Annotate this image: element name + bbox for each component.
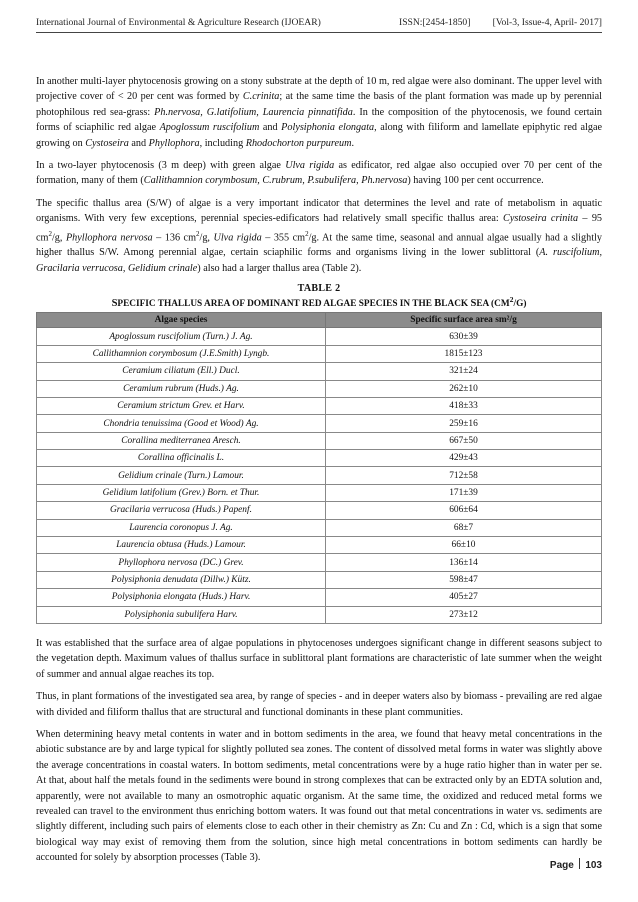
header-area: Specific surface area sm²/g <box>326 313 602 328</box>
paragraph-3: The specific thallus area (S/W) of algae is a very important indicator that determines the level and rate of metabolism in aquatic organisms. With very few exceptions, perennial species-edificators had relatively small specific thallus area: Cystoseira crinita – 95 $cm^2/g$, Phyllophora nervosa – 136 $cm^2/g$, Ulva rigida – 355 $cm^2/g$. At the same time, seasonal and annual algae usually had a slightly higher thallus S/W. Among perennial algae, certain sciaphilic forms and organisms living in the lower sublittoral (A. ruscifolium, Gracilaria verrucosa, Gelidium crinale) also had a larger thallus area (Table 2). <box>36 197 602 274</box>
area-cell: 171±39 <box>326 484 602 501</box>
species-cell: Polysiphonia denudata (Dillw.) Kütz. <box>37 571 326 588</box>
area-cell: 1815±123 <box>326 345 602 362</box>
species-cell: Laurencia coronopus J. Ag. <box>37 519 326 536</box>
species-cell: Polysiphonia subulifera Harv. <box>37 606 326 623</box>
footer-divider <box>579 858 581 869</box>
table-row <box>37 380 602 397</box>
species-cell: Corallina officinalis L. <box>37 450 326 467</box>
table-row <box>37 589 602 606</box>
species-cell: Polysiphonia elongata (Huds.) Harv. <box>37 589 326 606</box>
running-header <box>36 14 602 33</box>
table-row <box>37 571 602 588</box>
paragraph-6: When determining heavy metal contents in water and in bottom sediments in the area, we found that heavy metal concentrations in the abiotic substance are by and large typical for slightly polluted sea zones. The content of dissolved metal forms in water was slightly above the average concentrations in coastal waters. In bottom sediments, metal concentrations were by a huge ratio higher than in water per se. At that, about half the metals found in the sediments were bound in strong complexes that can be extracted only by an EDTA solution and, apparently, were not available to many an osmotrophic aquatic organism. At the same time, the oxidized and reduced metal forms we revealed can travel to the environment thus enriching bottom waters. It was found out that metal concentrations in water vs. sediments are slightly different, including such pairs of elements close to each other in their chemistry as Zn: Cu and Zn : Cd, which is a sign that some biological way may exist of removing them from the solution, since high metal concentrations in bottom sediments can hardly be accounted for solely by absorption processes (Table 3). <box>36 729 602 864</box>
species-cell: Phyllophora nervosa (DC.) Grev. <box>37 554 326 571</box>
species-cell: Gelidium crinale (Turn.) Lamour. <box>37 467 326 484</box>
area-cell: 630±39 <box>326 328 602 345</box>
area-cell: 262±10 <box>326 380 602 397</box>
table-body <box>37 328 602 624</box>
table-row <box>37 450 602 467</box>
area-cell: 259±16 <box>326 415 602 432</box>
area-cell: 418±33 <box>326 397 602 414</box>
table-row <box>37 345 602 362</box>
area-cell: 405±27 <box>326 589 602 606</box>
species-cell: Gelidium latifolium (Grev.) Born. et Thur. <box>37 484 326 501</box>
paragraph-4: It was established that the surface area of algae populations in phytocenoses undergoes significant change in different seasons subject to the vegetation depth. Maximum values of thallus surface in sublittoral plant formations are characteristic of late summer when the weight of summer and annual algae reaches its top. <box>36 638 602 680</box>
table-row <box>37 502 602 519</box>
area-cell: 667±50 <box>326 432 602 449</box>
page-body <box>36 74 602 873</box>
species-cell: Corallina mediterranea Aresch. <box>37 432 326 449</box>
page-label: Page <box>549 860 574 871</box>
paragraph-5: Thus, in plant formations of the investigated sea area, by range of species - and in deeper waters also by biomass - prevailing are red algae with divided and filiform thallus that are structural and functional dominants in these plant communities. <box>36 691 602 718</box>
table-row <box>37 467 602 484</box>
area-cell: 606±64 <box>326 502 602 519</box>
page-footer <box>550 858 602 871</box>
area-cell: 598±47 <box>326 571 602 588</box>
area-cell: 429±43 <box>326 450 602 467</box>
species-cell: Gracilaria verrucosa (Huds.) Papenf. <box>37 502 326 519</box>
table-row <box>37 554 602 571</box>
issn: ISSN:[2454-1850] <box>399 17 471 28</box>
area-cell: 136±14 <box>326 554 602 571</box>
species-cell: Callithamnion corymbosum (J.E.Smith) Lyngb. <box>37 345 326 362</box>
area-cell: 712±58 <box>326 467 602 484</box>
species-cell: Laurencia obtusa (Huds.) Lamour. <box>37 537 326 554</box>
table-row <box>37 397 602 414</box>
table-row <box>37 363 602 380</box>
table-row <box>37 484 602 501</box>
header-species: Algae species <box>37 313 326 328</box>
table-header-row <box>37 313 602 328</box>
table-row <box>37 606 602 623</box>
table-title: SPECIFIC THALLUS AREA OF DOMINANT RED ALGAE SPECIES IN THE BLACK SEA $(CM^2/G)$ <box>111 295 527 310</box>
area-cell: 66±10 <box>326 537 602 554</box>
journal-name: International Journal of Environmental & Agriculture Research (IJOEAR) <box>36 17 321 28</box>
page-number: 103 <box>585 860 602 871</box>
area-cell: 273±12 <box>326 606 602 623</box>
table-number: TABLE 2 <box>297 283 341 295</box>
species-cell: Ceramium strictum Grev. et Harv. <box>37 397 326 414</box>
species-cell: Ceramium ciliatum (Ell.) Ducl. <box>37 363 326 380</box>
species-cell: Chondria tenuissima (Good et Wood) Ag. <box>37 415 326 432</box>
thallus-area-table <box>36 312 602 624</box>
species-cell: Ceramium rubrum (Huds.) Ag. <box>37 380 326 397</box>
paragraph-1: In another multi-layer phytocenosis growing on a stony substrate at the depth of 10 m, red algae were also dominant. The upper level with projective cover of < 20 per cent was formed by C.crinita; at the same time the basis of the plant formation was made up by perennial photophilous red sea-grass: Ph.nervosa, G.latifolium, Laurencia pinnatifida. In the composition of the phytocenosis, we found certain forms of sciaphilic red algae Apoglossum ruscifolium and Polysiphonia elongata, along with filiform and lamellate epiphytic red algae growing on Cystoseira and Phyllophora, including Rhodochorton purpureum. <box>36 76 603 149</box>
species-cell: Apoglossum ruscifolium (Turn.) J. Ag. <box>37 328 326 345</box>
table-row <box>37 328 602 345</box>
table-row <box>37 415 602 432</box>
volume-issue: [Vol-3, Issue-4, April- 2017] <box>492 17 602 28</box>
paragraph-2: In a two-layer phytocenosis (3 m deep) with green algae Ulva rigida as edificator, red algae also occupied over 70 per cent of the formation, many of them (Callithamnion corymbosum, C.rubrum, P.subulifera, Ph.nervosa) having 100 per cent occurrence. <box>36 160 602 187</box>
table-row <box>37 432 602 449</box>
area-cell: 68±7 <box>326 519 602 536</box>
table-row <box>37 537 602 554</box>
table-row <box>37 519 602 536</box>
area-cell: 321±24 <box>326 363 602 380</box>
